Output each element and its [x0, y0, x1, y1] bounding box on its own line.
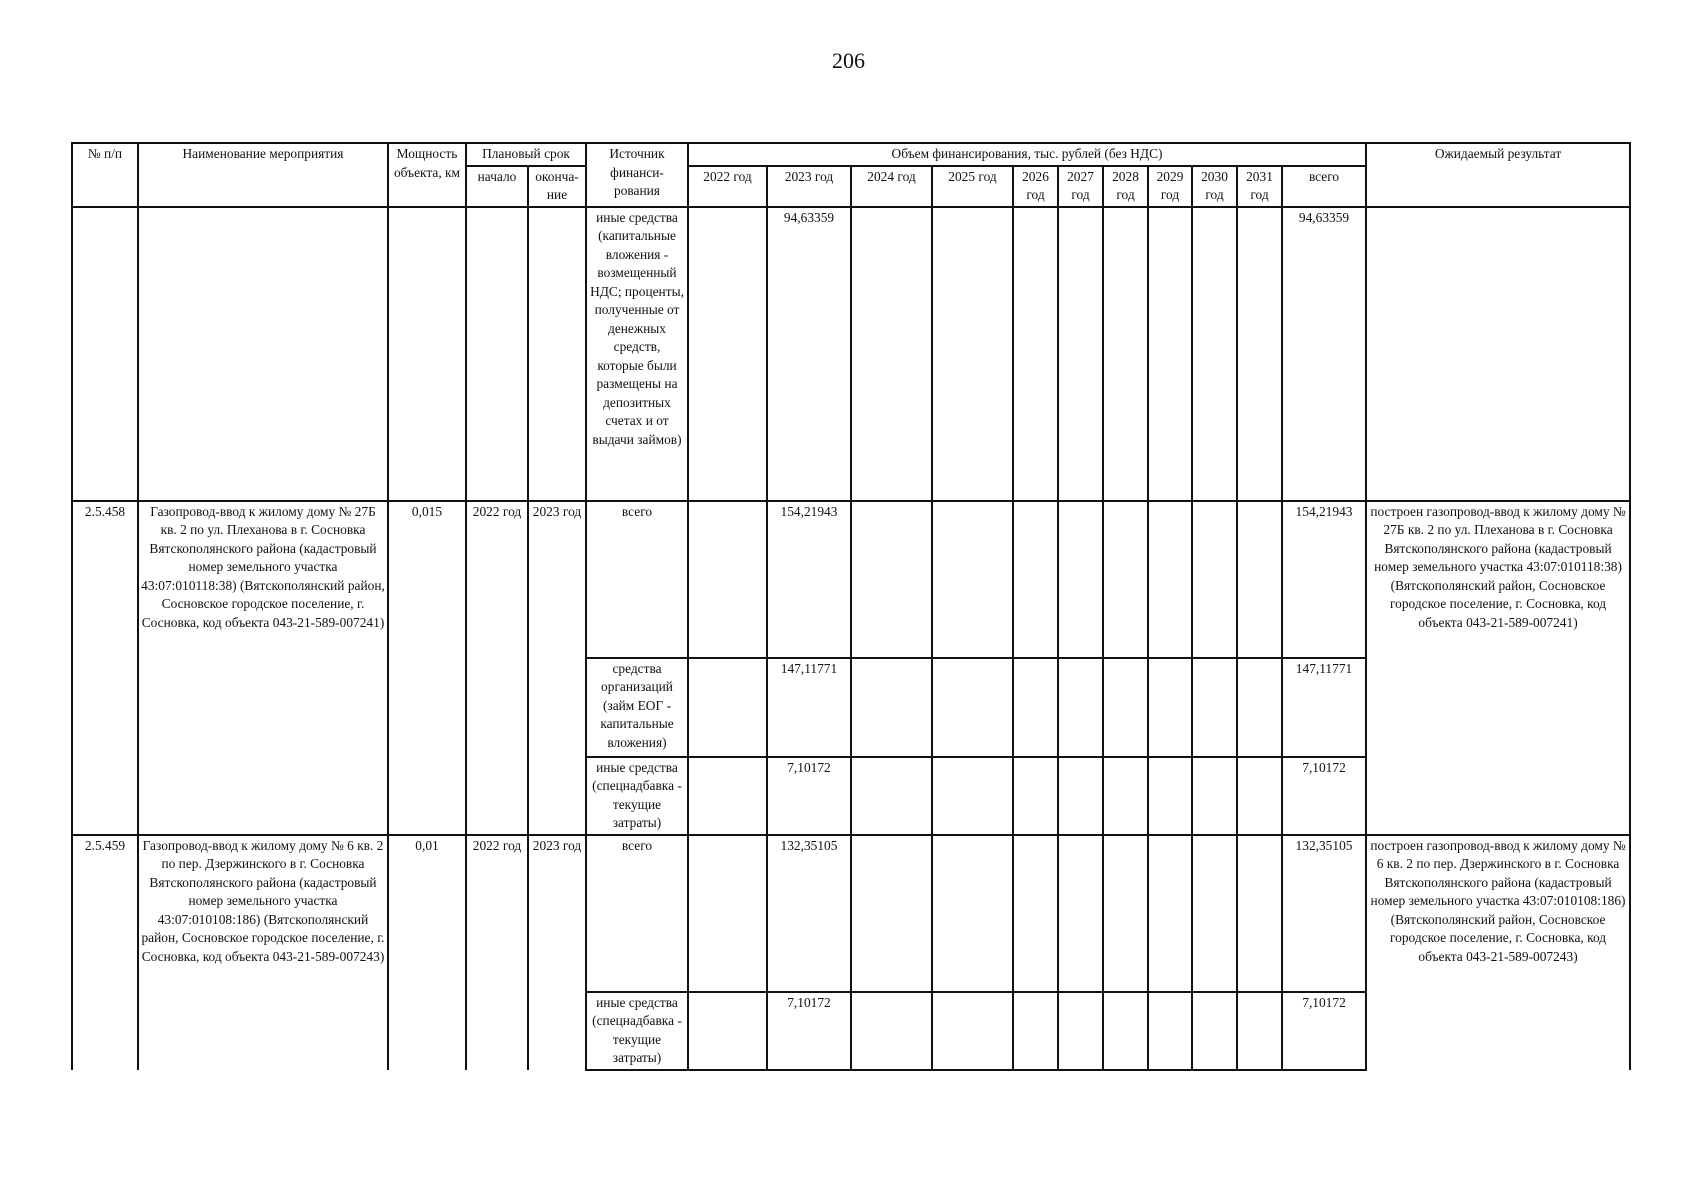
table-row: [72, 207, 1630, 501]
value-2023: 154,21943: [767, 501, 851, 658]
value-total: 94,63359: [1282, 207, 1366, 501]
project-end: 2023 год: [528, 501, 586, 835]
header-row-1: [72, 143, 1630, 166]
header-year-2023: 2023 год: [767, 166, 851, 207]
value-2023: 132,35105: [767, 835, 851, 992]
header-year-2025: 2025 год: [932, 166, 1013, 207]
project-name: Газопровод-ввод к жилому дому № 6 кв. 2 по пер. Дзержинского в г. Сосновка Вятскополянского района (кадастровый номер земельного участка 43:07:010108:186) (Вятскополянский район, Сосновское городское поселение, г. Сосновка, код объекта 043-21-589-007243): [138, 835, 388, 1070]
value-total: 132,35105: [1282, 835, 1366, 992]
header-capacity: Мощность объекта, км: [388, 143, 466, 207]
value-total: 7,10172: [1282, 757, 1366, 835]
header-total: всего: [1282, 166, 1366, 207]
header-year-2027: 2027 год: [1058, 166, 1103, 207]
header-year-2028: 2028 год: [1103, 166, 1148, 207]
header-year-2022: 2022 год: [688, 166, 767, 207]
project-end: 2023 год: [528, 835, 586, 1070]
project-num: 2.5.458: [72, 501, 138, 835]
header-term: Плановый срок: [466, 143, 586, 166]
page-number: 206: [832, 48, 865, 73]
project-name: Газопровод-ввод к жилому дому № 27Б кв. 2 по ул. Плеханова в г. Сосновка Вятскополянского района (кадастровый номер земельного участка 43:07:010118:38) (Вятскополянский район, Сосновское городское поселение, г. Сосновка, код объекта 043-21-589-007241): [138, 501, 388, 835]
source-cell: иные средства (капитальные вложения - возмещенный НДС; проценты, полученные от денежных средств, которые были размещены на депозитных счетах и от выдачи займов): [586, 207, 688, 501]
header-source: Источник финанси-рования: [586, 143, 688, 207]
value-2023: 7,10172: [767, 757, 851, 835]
header-year-2029: 2029 год: [1148, 166, 1192, 207]
project-capacity: 0,015: [388, 501, 466, 835]
header-year-2024: 2024 год: [851, 166, 932, 207]
project-start: 2022 год: [466, 501, 528, 835]
header-volume: Объем финансирования, тыс. рублей (без НДС): [688, 143, 1366, 166]
source-cell: иные средства (спецнадбавка - текущие затраты): [586, 992, 688, 1070]
header-result: Ожидаемый результат: [1366, 143, 1630, 207]
table-row: [72, 835, 1630, 992]
project-result: построен газопровод-ввод к жилому дому № 27Б кв. 2 по ул. Плеханова в г. Сосновка Вятскополянского района (кадастровый номер земельного участка 43:07:010118:38) (Вятскополянский район, Сосновское городское поселение, г. Сосновка, код объекта 043-21-589-007241): [1366, 501, 1630, 835]
header-year-2026: 2026 год: [1013, 166, 1058, 207]
source-cell: иные средства (спецнадбавка - текущие затраты): [586, 757, 688, 835]
value-2023: 94,63359: [767, 207, 851, 501]
project-capacity: 0,01: [388, 835, 466, 1070]
header-year-2031: 2031 год: [1237, 166, 1282, 207]
value-2023: 147,11771: [767, 658, 851, 757]
header-name: Наименование мероприятия: [138, 143, 388, 207]
source-cell: всего: [586, 835, 688, 992]
source-cell: средства организаций (займ ЕОГ - капитальные вложения): [586, 658, 688, 757]
header-end: оконча-ние: [528, 166, 586, 207]
project-start: 2022 год: [466, 835, 528, 1070]
header-num: № п/п: [72, 143, 138, 207]
value-2023: 7,10172: [767, 992, 851, 1070]
header-year-2030: 2030 год: [1192, 166, 1237, 207]
financing-table: [71, 142, 1631, 1071]
table-row: [72, 501, 1630, 658]
value-total: 147,11771: [1282, 658, 1366, 757]
value-total: 7,10172: [1282, 992, 1366, 1070]
value-total: 154,21943: [1282, 501, 1366, 658]
header-start: начало: [466, 166, 528, 207]
project-num: 2.5.459: [72, 835, 138, 1070]
project-result: построен газопровод-ввод к жилому дому № 6 кв. 2 по пер. Дзержинского в г. Сосновка Вятскополянского района (кадастровый номер земельного участка 43:07:010108:186) (Вятскополянский район, Сосновское городское поселение, г. Сосновка, код объекта 043-21-589-007243): [1366, 835, 1630, 1070]
source-cell: всего: [586, 501, 688, 658]
